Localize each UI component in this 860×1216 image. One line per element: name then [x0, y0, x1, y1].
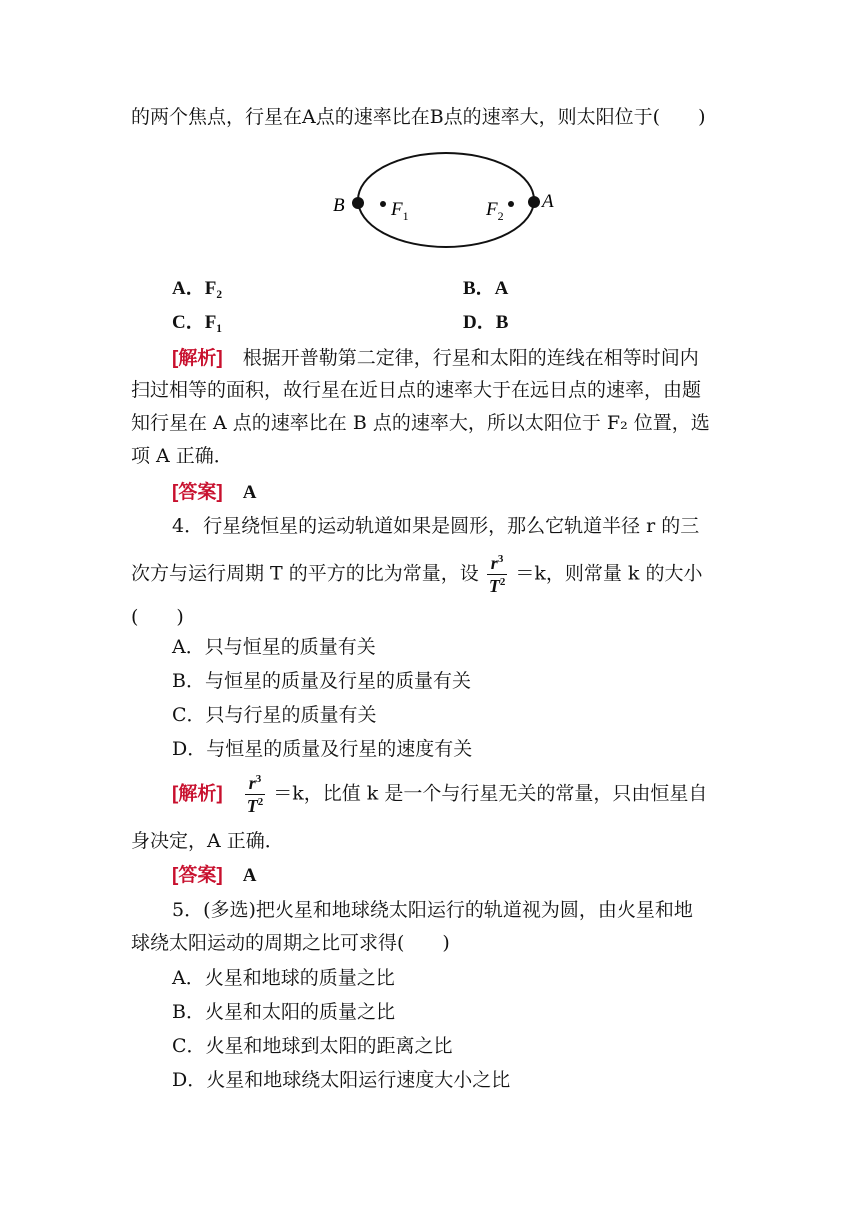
- q4-option-a: A．只与恒星的质量有关: [172, 636, 376, 658]
- q4-option-b: B．与恒星的质量及行星的质量有关: [172, 670, 471, 692]
- focus-f2-dot: [508, 201, 514, 207]
- q3-analysis-line-4: 项 A 正确．: [131, 445, 233, 467]
- q5-option-b: B．火星和太阳的质量之比: [172, 1001, 395, 1023]
- answer-tag: [答案]: [172, 865, 223, 886]
- analysis-tag: [解析]: [172, 783, 223, 805]
- point-b-dot: [352, 197, 364, 209]
- point-a-dot: [528, 196, 540, 208]
- q4-stem-line-2: 次方与运行周期 T 的平方的比为常量，设 $\frac{r^3}{T^2}$ ＝k，则常量 k 的大小: [131, 553, 703, 596]
- q4-analysis-line-2: 身决定，A 正确．: [131, 830, 284, 852]
- q5-stem-line-1: 5．(多选)把火星和地球绕太阳运行的轨道视为圆，由火星和地: [172, 899, 693, 921]
- orbit-ellipse-diagram: [0, 0, 860, 280]
- label-f2: $F_2$: [486, 199, 504, 223]
- q3-option-c: C．F₁: [172, 312, 223, 333]
- label-a: A: [542, 191, 554, 212]
- formula-r3-over-t2: $\frac{r^3}{T^2}$: [246, 773, 264, 816]
- focus-f1-dot: [380, 201, 386, 207]
- q3-analysis-line-3: 知行星在 A 点的速率比在 B 点的速率大，所以太阳位于 F₂ 位置，选: [131, 412, 710, 434]
- q4-option-c: C．只与行星的质量有关: [172, 704, 377, 726]
- formula-r3-over-t2: $\frac{r^3}{T^2}$: [488, 553, 506, 596]
- label-f1: $F_1$: [391, 199, 409, 223]
- q5-option-c: C．火星和地球到太阳的距离之比: [172, 1035, 453, 1057]
- q4-stem-line-1: 4．行星绕恒星的运动轨道如果是圆形，那么它轨道半径 r 的三: [172, 515, 700, 537]
- q3-option-a: A．F₂: [172, 278, 223, 299]
- q4-answer: [答案] A: [172, 865, 257, 886]
- q3-option-b: B．A: [463, 278, 509, 299]
- q3-option-d: D．B: [463, 312, 509, 333]
- question-stem-continuation: 的两个焦点，行星在A点的速率比在B点的速率大，则太阳位于( ): [131, 106, 706, 128]
- label-b: B: [333, 195, 345, 216]
- q4-stem-line-3: ( ): [131, 606, 184, 628]
- q4-analysis-line-1: [解析] $\frac{r^3}{T^2}$ ＝k，比值 k 是一个与行星无关的常量，只由恒星自: [172, 773, 708, 816]
- orbit-ellipse: [358, 153, 534, 247]
- q3-analysis-line-2: 扫过相等的面积，故行星在近日点的速率大于在远日点的速率，由题: [131, 379, 702, 401]
- q5-option-d: D．火星和地球绕太阳运行速度大小之比: [172, 1069, 511, 1091]
- q4-option-d: D．与恒星的质量及行星的速度有关: [172, 738, 473, 760]
- q5-option-a: A．火星和地球的质量之比: [172, 967, 395, 989]
- q3-analysis-line-1: [解析] 根据开普勒第二定律，行星和太阳的连线在相等时间内: [172, 347, 699, 369]
- q5-stem-line-2: 球绕太阳运动的周期之比可求得( ): [131, 932, 450, 954]
- answer-tag: [答案]: [172, 482, 223, 503]
- q3-answer: [答案] A: [172, 482, 257, 503]
- analysis-tag: [解析]: [172, 348, 223, 369]
